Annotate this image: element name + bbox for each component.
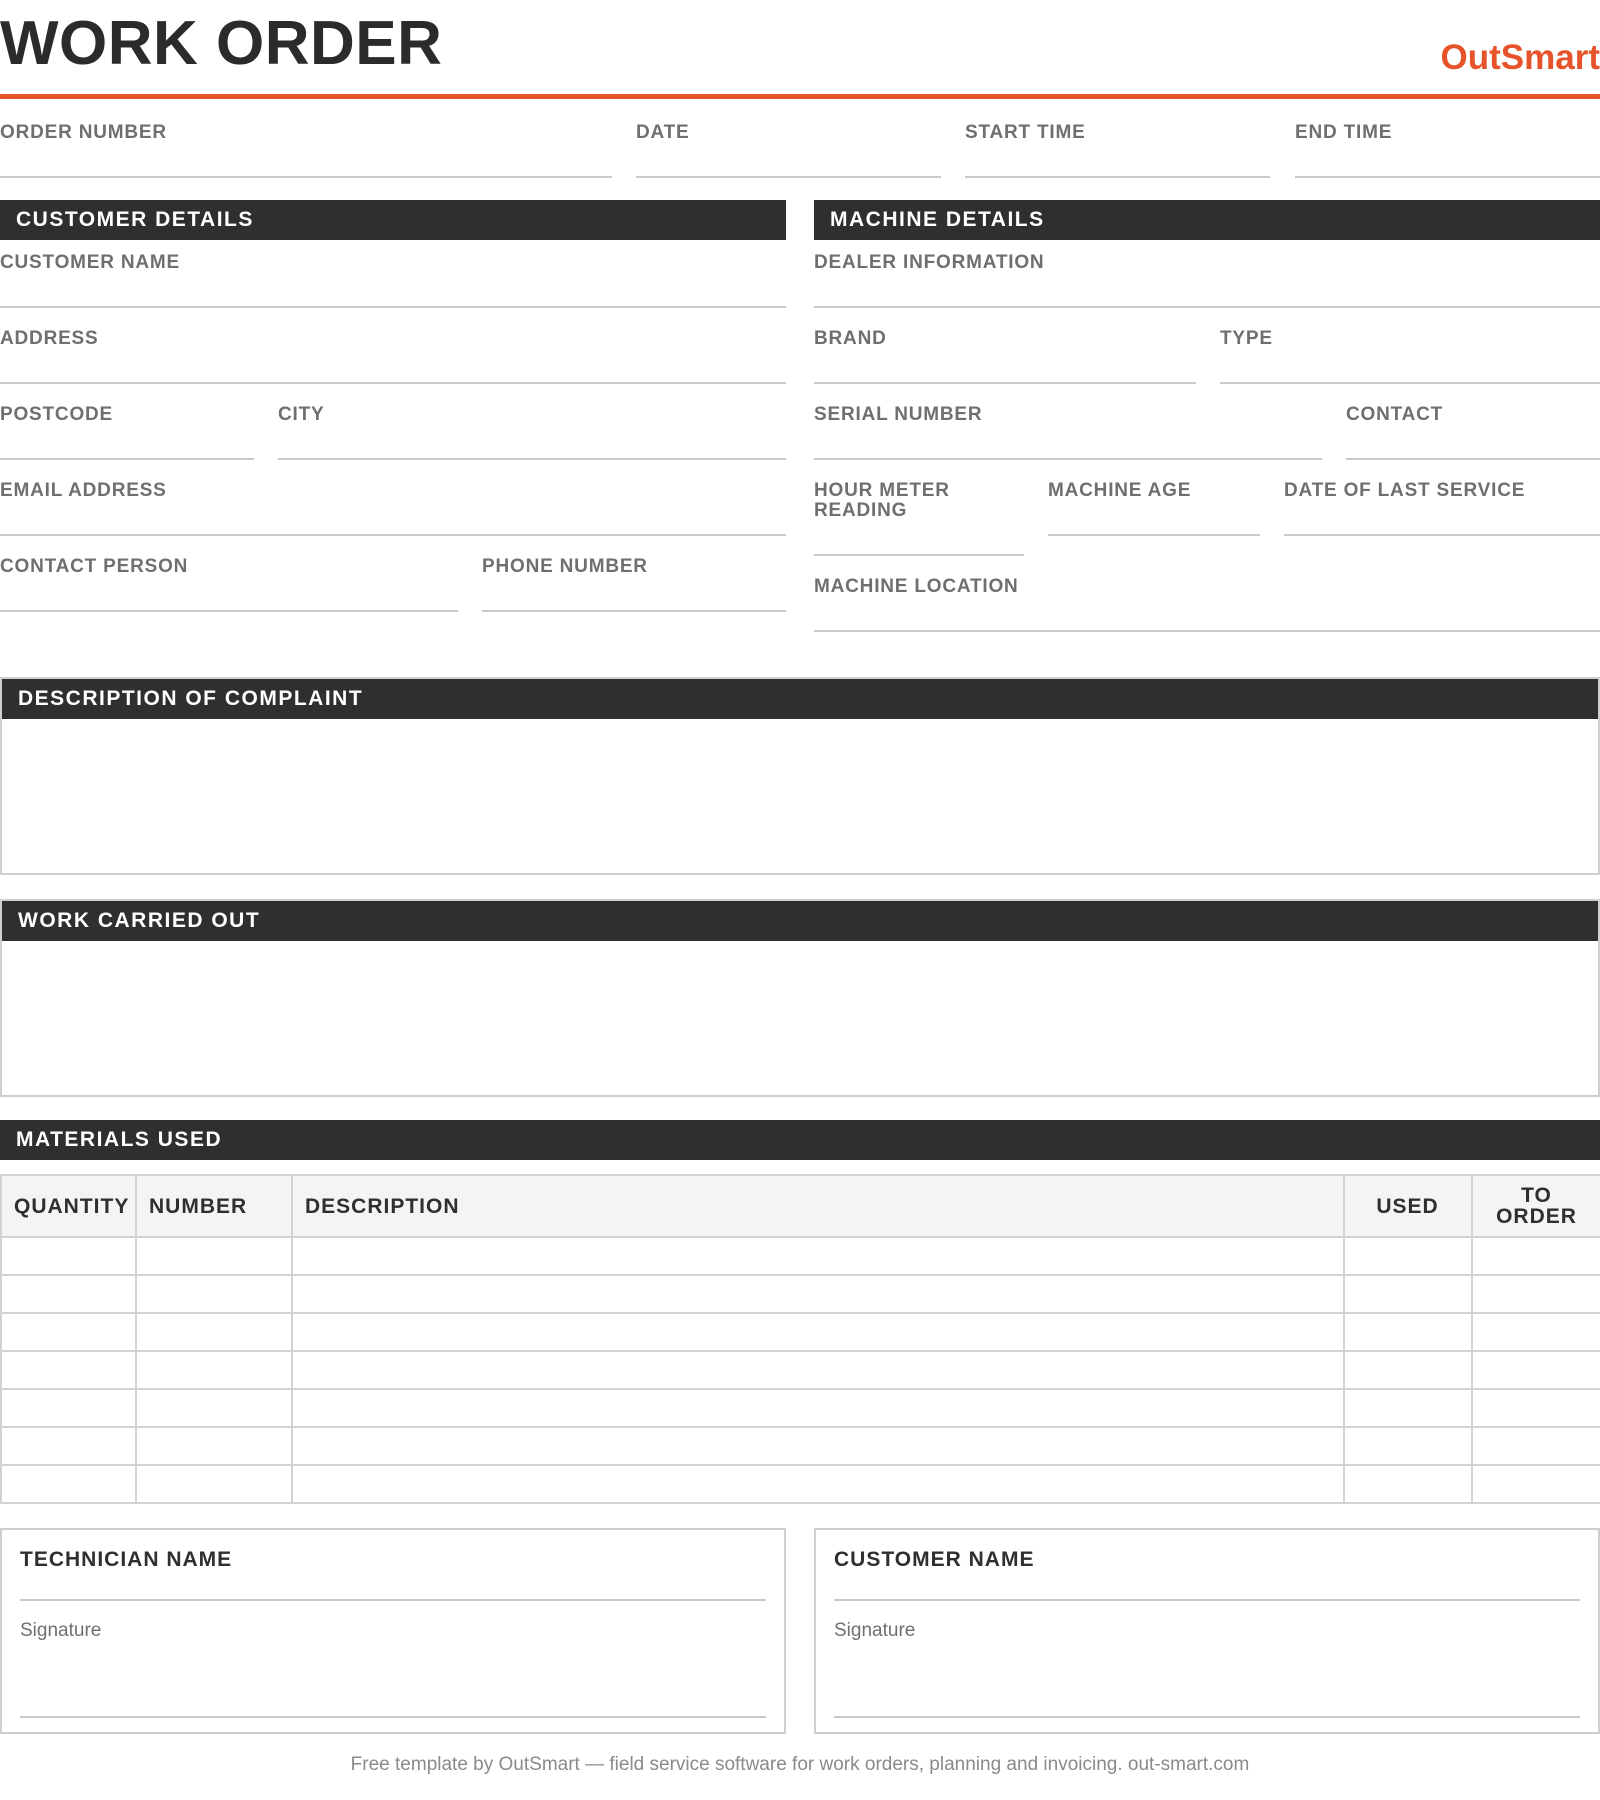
- cell-used[interactable]: [1344, 1351, 1472, 1389]
- cell-quantity[interactable]: [1, 1351, 136, 1389]
- technician-signature-label: Signature: [20, 1620, 102, 1641]
- start-time-label: START TIME: [965, 122, 1086, 143]
- hour-meter-line: [814, 554, 1024, 556]
- cell-to-order[interactable]: [1472, 1275, 1600, 1313]
- serial-number-line: [814, 458, 1322, 460]
- complaint-box[interactable]: [0, 677, 1600, 875]
- city-field[interactable]: [278, 405, 786, 461]
- cell-description[interactable]: [292, 1237, 1344, 1275]
- address-label: ADDRESS: [0, 328, 99, 349]
- cell-description[interactable]: [292, 1351, 1344, 1389]
- brand-line: [814, 382, 1196, 384]
- contact-person-label: CONTACT PERSON: [0, 556, 189, 577]
- city-line: [278, 458, 786, 460]
- cell-quantity[interactable]: [1, 1389, 136, 1427]
- cell-description[interactable]: [292, 1275, 1344, 1313]
- machine-location-field[interactable]: [814, 577, 1600, 633]
- column-header-quantity: QUANTITY: [1, 1175, 136, 1237]
- dealer-information-field[interactable]: [814, 253, 1600, 309]
- customer-signature-box: [814, 1528, 1600, 1734]
- table-row: [1, 1275, 1600, 1313]
- email-line: [0, 534, 786, 536]
- address-field[interactable]: [0, 329, 786, 385]
- cell-used[interactable]: [1344, 1237, 1472, 1275]
- customer-details-heading: CUSTOMER DETAILS: [0, 200, 786, 240]
- machine-age-field[interactable]: [1048, 481, 1260, 537]
- phone-number-field[interactable]: [482, 557, 786, 613]
- technician-name-label: TECHNICIAN NAME: [20, 1548, 233, 1571]
- postcode-line: [0, 458, 254, 460]
- contact-field[interactable]: [1346, 405, 1600, 461]
- postcode-field[interactable]: [0, 405, 254, 461]
- machine-location-line: [814, 630, 1600, 632]
- dealer-information-label: DEALER INFORMATION: [814, 252, 1045, 273]
- end-time-line: [1295, 176, 1600, 178]
- cell-quantity[interactable]: [1, 1275, 136, 1313]
- date-label: DATE: [636, 122, 690, 143]
- column-header-to-order: TO ORDER: [1472, 1175, 1600, 1237]
- technician-name-line[interactable]: [20, 1599, 766, 1601]
- machine-age-line: [1048, 534, 1260, 536]
- cell-used[interactable]: [1344, 1313, 1472, 1351]
- last-service-line: [1284, 534, 1600, 536]
- work-carried-out-heading: WORK CARRIED OUT: [2, 901, 1598, 941]
- contact-person-line: [0, 610, 458, 612]
- date-field[interactable]: [636, 123, 941, 179]
- phone-number-label: PHONE NUMBER: [482, 556, 648, 577]
- email-field[interactable]: [0, 481, 786, 537]
- materials-heading: MATERIALS USED: [0, 1120, 1600, 1160]
- hour-meter-label: HOUR METER READING: [814, 480, 950, 521]
- cell-to-order[interactable]: [1472, 1465, 1600, 1503]
- customer-name-field[interactable]: [0, 253, 786, 309]
- cell-quantity[interactable]: [1, 1237, 136, 1275]
- customer-name-line: [0, 306, 786, 308]
- cell-number[interactable]: [136, 1275, 292, 1313]
- cell-number[interactable]: [136, 1237, 292, 1275]
- type-field[interactable]: [1220, 329, 1600, 385]
- customer-signature-name-label: CUSTOMER NAME: [834, 1548, 1035, 1571]
- page-title: WORK ORDER: [0, 9, 443, 78]
- date-line: [636, 176, 941, 178]
- column-header-number: NUMBER: [136, 1175, 292, 1237]
- type-label: TYPE: [1220, 328, 1273, 349]
- cell-used[interactable]: [1344, 1427, 1472, 1465]
- last-service-field[interactable]: [1284, 481, 1600, 537]
- brand-logo: OutSmart: [1440, 38, 1600, 77]
- cell-number[interactable]: [136, 1351, 292, 1389]
- contact-person-field[interactable]: [0, 557, 458, 613]
- brand-field[interactable]: [814, 329, 1196, 385]
- order-number-label: ORDER NUMBER: [0, 122, 167, 143]
- customer-signature-label: Signature: [834, 1620, 916, 1641]
- cell-quantity[interactable]: [1, 1313, 136, 1351]
- phone-number-line: [482, 610, 786, 612]
- cell-description[interactable]: [292, 1389, 1344, 1427]
- start-time-field[interactable]: [965, 123, 1270, 179]
- cell-description[interactable]: [292, 1465, 1344, 1503]
- customer-signature-line[interactable]: [834, 1716, 1580, 1718]
- end-time-field[interactable]: [1295, 123, 1600, 179]
- cell-description[interactable]: [292, 1427, 1344, 1465]
- customer-name-label: CUSTOMER NAME: [0, 252, 180, 273]
- cell-number[interactable]: [136, 1389, 292, 1427]
- cell-to-order[interactable]: [1472, 1351, 1600, 1389]
- dealer-information-line: [814, 306, 1600, 308]
- serial-number-field[interactable]: [814, 405, 1322, 461]
- cell-used[interactable]: [1344, 1275, 1472, 1313]
- contact-label: CONTACT: [1346, 404, 1444, 425]
- start-time-line: [965, 176, 1270, 178]
- technician-signature-line[interactable]: [20, 1716, 766, 1718]
- cell-used[interactable]: [1344, 1465, 1472, 1503]
- serial-number-label: SERIAL NUMBER: [814, 404, 983, 425]
- order-number-field[interactable]: [0, 123, 612, 179]
- machine-age-label: MACHINE AGE: [1048, 480, 1192, 501]
- table-row: [1, 1237, 1600, 1275]
- cell-used[interactable]: [1344, 1389, 1472, 1427]
- contact-line: [1346, 458, 1600, 460]
- materials-table: [0, 1174, 1600, 1504]
- machine-location-label: MACHINE LOCATION: [814, 576, 1019, 597]
- city-label: CITY: [278, 404, 325, 425]
- table-row: [1, 1313, 1600, 1351]
- hour-meter-field[interactable]: [814, 481, 1024, 557]
- last-service-label: DATE OF LAST SERVICE: [1284, 480, 1526, 501]
- table-row: [1, 1427, 1600, 1465]
- end-time-label: END TIME: [1295, 122, 1393, 143]
- cell-to-order[interactable]: [1472, 1237, 1600, 1275]
- cell-to-order[interactable]: [1472, 1313, 1600, 1351]
- cell-number[interactable]: [136, 1427, 292, 1465]
- header-divider: [0, 94, 1600, 99]
- cell-description[interactable]: [292, 1313, 1344, 1351]
- table-row: [1, 1465, 1600, 1503]
- order-number-line: [0, 176, 612, 178]
- table-row: [1, 1351, 1600, 1389]
- cell-number[interactable]: [136, 1465, 292, 1503]
- table-row: [1, 1389, 1600, 1427]
- complaint-heading: DESCRIPTION OF COMPLAINT: [2, 679, 1598, 719]
- work-carried-out-box[interactable]: [0, 899, 1600, 1097]
- materials-header-row: [1, 1175, 1600, 1237]
- customer-signature-name-line[interactable]: [834, 1599, 1580, 1601]
- technician-signature-box: [0, 1528, 786, 1734]
- cell-number[interactable]: [136, 1313, 292, 1351]
- machine-details-heading: MACHINE DETAILS: [814, 200, 1600, 240]
- footer-text: Free template by OutSmart — field service software for work orders, planning and invoicing. out-smart.com: [350, 1754, 1250, 1775]
- postcode-label: POSTCODE: [0, 404, 114, 425]
- brand-label: BRAND: [814, 328, 887, 349]
- column-header-description: DESCRIPTION: [292, 1175, 1344, 1237]
- cell-quantity[interactable]: [1, 1465, 136, 1503]
- column-header-used: USED: [1344, 1175, 1472, 1237]
- cell-to-order[interactable]: [1472, 1427, 1600, 1465]
- cell-quantity[interactable]: [1, 1427, 136, 1465]
- cell-to-order[interactable]: [1472, 1389, 1600, 1427]
- address-line: [0, 382, 786, 384]
- email-label: EMAIL ADDRESS: [0, 480, 167, 501]
- type-line: [1220, 382, 1600, 384]
